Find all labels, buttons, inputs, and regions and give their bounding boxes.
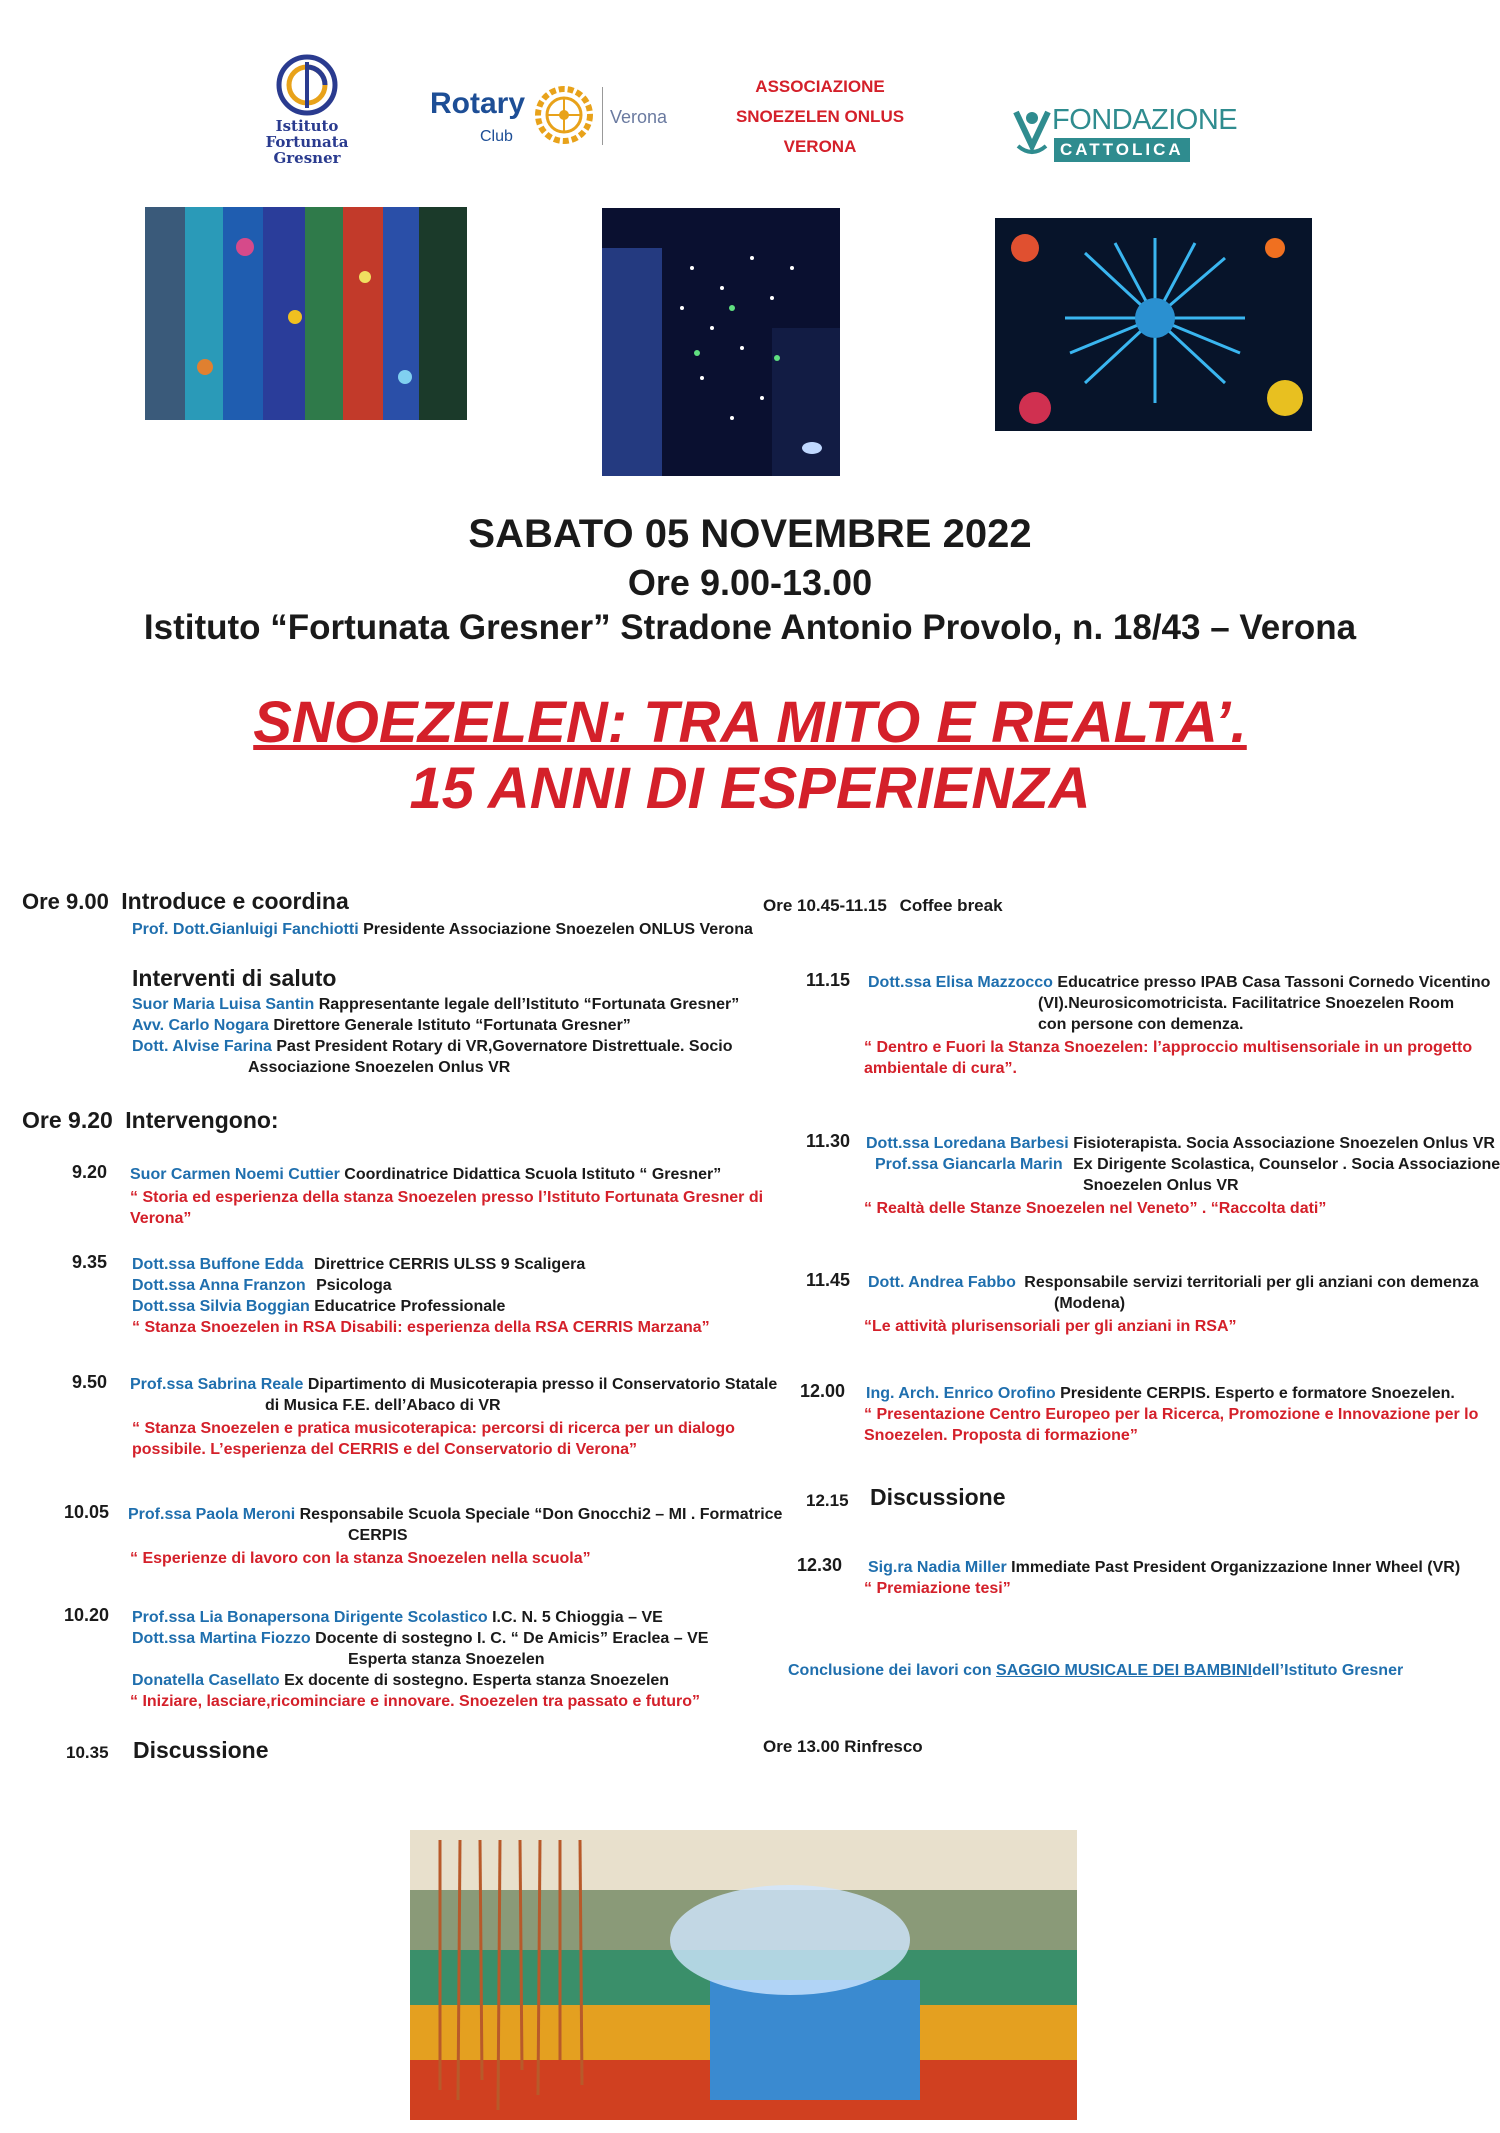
association-line1: ASSOCIAZIONE [755,77,885,96]
fondazione-line1: FONDAZIONE [1052,104,1238,136]
slot-1020-name-3: Donatella Casellato [132,1672,280,1689]
conclusion [788,1660,1403,1681]
slot-1115-name: Dott.ssa Elisa Mazzocco [868,974,1053,991]
coffee-break [763,896,1003,916]
slot-935-role-3: Educatrice Professionale [314,1298,506,1315]
rotary-divider [602,87,603,145]
slot-1230-speaker [868,1557,1460,1578]
greetings-heading: Interventi di saluto [132,965,337,991]
slot-950-role-cont: di Musica F.E. dell’Abaco di VR [265,1397,501,1414]
slot-1005-role-cont: CERPIS [348,1527,408,1544]
slot-1130-role-2: Ex Dirigente Scolastica, Counselor . Socia Associazione [1073,1156,1500,1173]
slot-950-name: Prof.ssa Sabrina Reale [130,1376,304,1393]
slot-1200-time: 12.00 [800,1381,846,1401]
slot-1020-role-3: Ex docente di sostegno. Esperta stanza Snoezelen [284,1672,670,1689]
slot-1115-talk-cont: ambientale di cura”. [864,1060,1017,1077]
photo-sea-urchin [995,218,1312,431]
slot-1020-name-2: Dott.ssa Martina Fiozzo [132,1630,311,1647]
slot-920-name: Suor Carmen Noemi Cuttier [130,1166,340,1183]
slot-1035-heading: Discussione [133,1737,269,1763]
slot-935-name-1: Dott.ssa Buffone Edda [132,1256,304,1273]
title-line1: SNOEZELEN: TRA MITO E REALTA’. [253,690,1247,755]
greeting-1-role: Rappresentante legale dell’Istituto “Fortunata Gresner” [318,996,740,1013]
moderator-role: Presidente Associazione Snoezelen ONLUS Verona [363,921,753,938]
greeting-3-role-cont: Associazione Snoezelen Onlus VR [248,1059,511,1076]
fondazione-line2: CATTOLICA [1054,138,1190,162]
slot-935-name-2: Dott.ssa Anna Franzon [132,1277,306,1294]
photo-snoezelen-wall [145,207,467,420]
greeting-2-name: Avv. Carlo Nogara [132,1017,269,1034]
slot-935-speaker-3 [132,1296,505,1317]
slot-1145-speaker [868,1272,1479,1293]
association-logo [715,72,925,162]
event-date: SABATO 05 NOVEMBRE 2022 [468,512,1032,556]
gresner-logo-line2: Fortunata Gresner [265,133,349,167]
slot-1130-time: 11.30 [806,1131,851,1151]
greeting-3-name: Dott. Alvise Farina [132,1038,272,1055]
rotary-city: Verona [610,107,668,127]
association-line3: VERONA [783,137,857,156]
slot-1215-heading: Discussione [870,1484,1006,1510]
slot-950-talk-cont: possibile. L’esperienza del CERRIS e del Conservatorio di Verona” [132,1441,638,1458]
fondazione-emblem-icon [1012,106,1052,158]
slot-1115-role-cont-2: con persone con demenza. [1038,1016,1244,1033]
slot-1130-talk: “ Realtà delle Stanze Snoezelen nel Veneto” . “Raccolta dati” [864,1200,1327,1217]
event-hours: Ore 9.00-13.00 [627,562,873,603]
slot-1130-speaker-2 [875,1154,1500,1175]
slot-1005-speaker [128,1504,782,1525]
slot-1145-name: Dott. Andrea Fabbo [868,1274,1016,1291]
greeting-3 [132,1036,732,1057]
slot-1130-role-1: Fisioterapista. Socia Associazione Snoezelen Onlus VR [1073,1135,1495,1152]
association-line2: SNOEZELEN ONLUS [735,107,905,126]
slot-1145-role: Responsabile servizi territoriali per gli anziani con demenza [1024,1274,1479,1291]
slot-1020-role-2: Docente di sostegno I. C. “ De Amicis” Eraclea – VE [315,1630,709,1647]
slot-1115-talk: “ Dentro e Fuori la Stanza Snoezelen: l’approccio multisensoriale in un progetto [864,1039,1473,1056]
greeting-3-role: Past President Rotary di VR,Governatore Distrettuale. Socio [276,1038,733,1055]
moderator-name: Prof. Dott.Gianluigi Fanchiotti [132,921,359,938]
slot-920-speaker [130,1164,721,1185]
slot-1005-talk: “ Esperienze di lavoro con la stanza Snoezelen nella scuola” [130,1550,591,1567]
slot-950-talk: “ Stanza Snoezelen e pratica musicoterapica: percorsi di ricerca per un dialogo [132,1420,735,1437]
slot-1005-role: Responsabile Scuola Speciale “Don Gnocchi2 – MI . Formatrice [299,1506,783,1523]
slot-1020-talk: “ Iniziare, lasciare,ricominciare e innovare. Snoezelen tra passato e futuro” [130,1693,700,1710]
session-introduce [22,888,349,915]
gresner-logo [232,52,382,167]
coffee-time: Ore 10.45-11.15 [763,896,887,915]
slot-1005-name: Prof.ssa Paola Meroni [128,1506,296,1523]
slot-920-time: 9.20 [72,1162,108,1182]
greeting-1-name: Suor Maria Luisa Santin [132,996,315,1013]
gresner-emblem-icon [269,52,345,118]
slot-935-time: 9.35 [72,1252,108,1272]
slot-1115-speaker [868,972,1490,993]
fondazione-logo [1012,104,1238,164]
slot-1020-speaker-3 [132,1670,669,1691]
slot-1145-role-cont: (Modena) [1054,1295,1126,1312]
slot-1200-speaker [866,1383,1455,1404]
event-venue: Istituto “Fortunata Gresner” Stradone Antonio Provolo, n. 18/43 – Verona [143,608,1357,647]
photo-light-room [410,1830,1077,2120]
greeting-1 [132,994,739,1015]
slot-1200-role: Presidente CERPIS. Esperto e formatore Snoezelen. [1060,1385,1455,1402]
slot-1130-name-2: Prof.ssa Giancarla Marin [875,1156,1063,1173]
slot-1230-talk: “ Premiazione tesi” [864,1580,1011,1597]
slot-920-talk: “ Storia ed esperienza della stanza Snoezelen presso l’Istituto Fortunata Gresner di [130,1189,764,1206]
title-line2: 15 ANNI DI ESPERIENZA [409,756,1091,821]
slot-1115-time: 11.15 [806,970,851,990]
slot-950-role: Dipartimento di Musicoterapia presso il Conservatorio Statale [307,1376,778,1393]
session-time: Ore 9.00 [22,889,109,914]
slot-935-speaker-2 [132,1275,392,1296]
slot-1115-role: Educatrice presso IPAB Casa Tassoni Cornedo Vicentino [1057,974,1491,991]
slot-1130-name-1: Dott.ssa Loredana Barbesi [866,1135,1069,1152]
moderator [132,919,753,940]
conclusion-highlight: SAGGIO MUSICALE DEI BAMBINI [996,1662,1253,1679]
slot-1200-talk-cont: Snoezelen. Proposta di formazione” [864,1427,1138,1444]
event-title [0,690,1500,822]
slot-950-time: 9.50 [72,1372,108,1392]
slot-1020-role-2-cont: Esperta stanza Snoezelen [348,1651,545,1668]
slot-935-role-2: Psicologa [316,1277,392,1294]
slot-950-speaker [130,1374,777,1395]
rotary-wheel-icon [534,85,594,145]
conclusion-pre: Conclusione dei lavori con [788,1662,992,1679]
slot-1020-speaker-1 [132,1607,663,1628]
greeting-2 [132,1015,631,1036]
slot-920-talk-cont: Verona” [130,1210,192,1227]
slot-935-speaker-1 [132,1254,585,1275]
session-speakers [22,1107,279,1134]
session-speakers-time: Ore 9.20 [22,1107,113,1133]
rotary-logo [430,85,670,160]
greeting-2-role: Direttore Generale Istituto “Fortunata Gresner” [273,1017,631,1034]
slot-935-name-3: Dott.ssa Silvia Boggian [132,1298,310,1315]
slot-1200-name: Ing. Arch. Enrico Orofino [866,1385,1056,1402]
slot-1145-talk: “Le attività plurisensoriali per gli anziani in RSA” [864,1318,1237,1335]
session-heading: Introduce e coordina [121,888,349,914]
slot-1130-speaker-1 [866,1133,1495,1154]
slot-1230-name: Sig.ra Nadia Miller [868,1559,1007,1576]
slot-1215-time: 12.15 [806,1491,849,1510]
slot-1020-role-1: I.C. N. 5 Chioggia – VE [492,1609,663,1626]
slot-935-talk: “ Stanza Snoezelen in RSA Disabili: esperienza della RSA CERRIS Marzana” [132,1319,710,1336]
slot-935-role-1: Direttrice CERRIS ULSS 9 Scaligera [314,1256,586,1273]
slot-1020-time: 10.20 [64,1605,110,1625]
slot-1145-time: 11.45 [806,1270,851,1290]
slot-1230-time: 12.30 [797,1555,843,1575]
gresner-logo-line1: Istituto [275,117,339,135]
session-speakers-heading: Intervengono: [125,1107,279,1133]
rotary-club: Club [480,128,513,145]
coffee-label: Coffee break [899,896,1003,915]
slot-1020-speaker-2 [132,1628,708,1649]
slot-1200-talk: “ Presentazione Centro Europeo per la Ricerca, Promozione e Innovazione per lo [864,1406,1479,1423]
slot-1130-role-2-cont: Snoezelen Onlus VR [1083,1177,1239,1194]
rinfresco: Ore 13.00 Rinfresco [763,1737,923,1756]
slot-1005-time: 10.05 [64,1502,110,1522]
conclusion-post: dell’Istituto Gresner [1252,1662,1404,1679]
slot-1020-name-1: Prof.ssa Lia Bonapersona Dirigente Scolastico [132,1609,488,1626]
slot-1115-role-cont: (VI).Neurosicomotricista. Facilitatrice Snoezelen Room [1038,995,1455,1012]
rotary-name: Rotary [430,87,526,120]
slot-1035-time: 10.35 [66,1743,109,1762]
slot-920-role: Coordinatrice Didattica Scuola Istituto “ Gresner” [344,1166,722,1183]
slot-1230-role: Immediate Past President Organizzazione Inner Wheel (VR) [1011,1559,1461,1576]
photo-starry-room [602,208,840,476]
